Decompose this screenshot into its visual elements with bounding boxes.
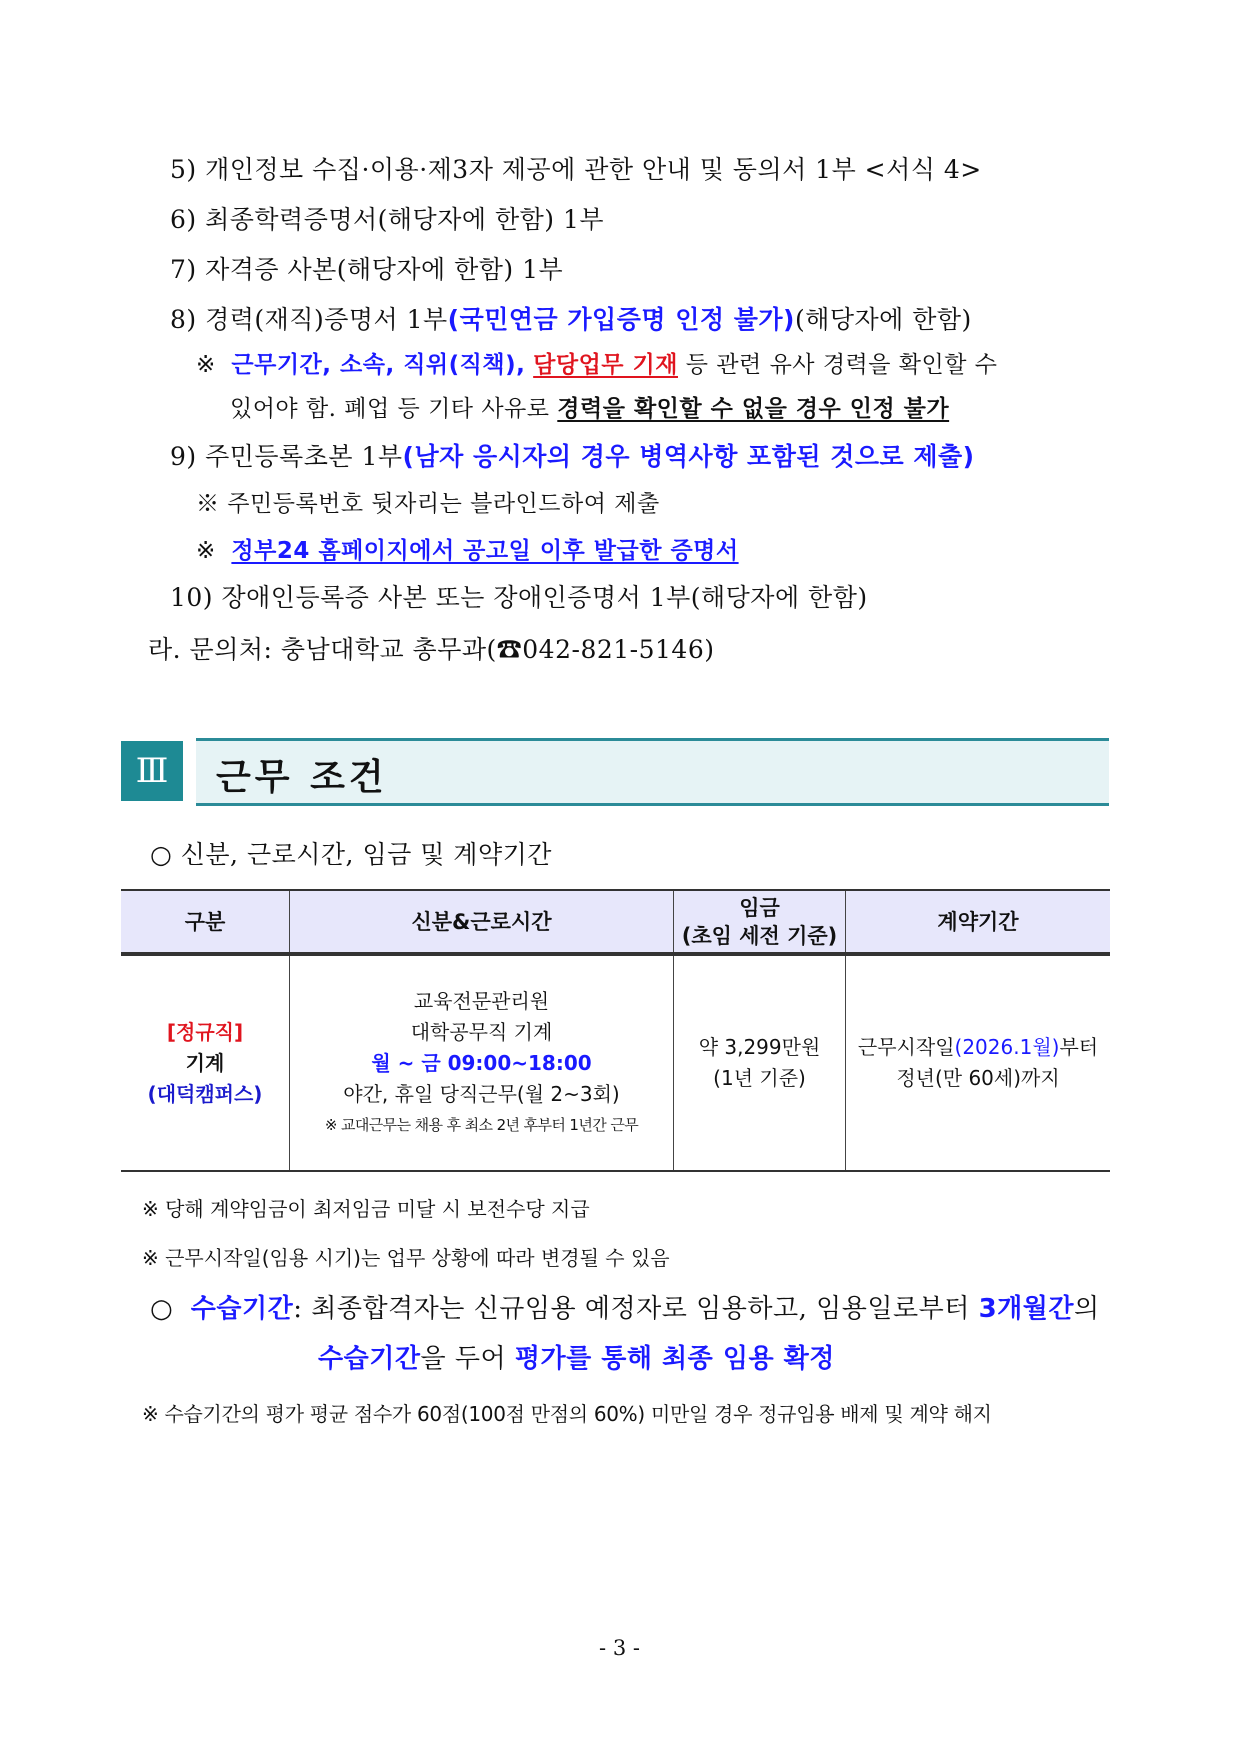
item-8-note-rest: 등 관련 유사 경력을 확인할 수 — [685, 352, 998, 378]
item-7: 7) 자격증 사본(해당자에 한함) 1부 — [170, 255, 564, 284]
contact-phone: 042-821-5146) — [522, 635, 715, 664]
wage-amount: 약 3,299만원 — [698, 1035, 821, 1059]
subheading: ○ 신분, 근로시간, 임금 및 계약기간 — [150, 840, 552, 869]
item-8-note-line2-text: 있어야 함. 폐업 등 기타 사유로 — [230, 396, 550, 422]
item-9-text: 9) 주민등록초본 1부 — [170, 442, 403, 471]
category-job: 기계 — [185, 1050, 225, 1075]
contact-line — [148, 630, 715, 666]
item-8-note — [196, 346, 997, 379]
phone-icon: ☎ — [496, 635, 523, 664]
section-title: 근무 조건 — [216, 757, 388, 798]
cell-contract — [846, 954, 1111, 1171]
status-position: 대학공무직 기계 — [410, 1019, 553, 1044]
probation-confirm: 평가를 통해 최종 임용 확정 — [514, 1344, 835, 1374]
header-wage-line2: (초임 세전 기준) — [681, 923, 838, 948]
section-number: Ⅲ — [121, 741, 183, 801]
header-category: 구분 — [121, 890, 290, 954]
contract-start-suffix: 부터 — [1059, 1035, 1099, 1059]
item-9 — [170, 437, 975, 473]
item-5: 5) 개인정보 수집·이용·제3자 제공에 관한 안내 및 동의서 1부 <서식 4> — [170, 155, 982, 184]
contract-start-text: 근무시작일 — [857, 1035, 955, 1059]
item-9-note-b — [196, 532, 739, 565]
category-type: [정규직] — [166, 1019, 244, 1044]
contract-start — [847, 1032, 1109, 1063]
item-8-note-line2-bold: 경력을 확인할 수 없을 경우 인정 불가 — [557, 396, 950, 422]
status-hours: 월 ~ 금 09:00~18:00 — [371, 1050, 592, 1075]
cell-category — [121, 954, 290, 1171]
item-8-note-fields: 근무기간, 소속, 직위(직책), — [231, 352, 526, 378]
item-8-note-line2 — [230, 390, 949, 423]
page-number: - 3 - — [599, 1636, 640, 1660]
probation-text-suffix: 의 — [1074, 1294, 1100, 1324]
header-contract: 계약기간 — [846, 890, 1111, 954]
item-6: 6) 최종학력증명서(해당자에 한함) 1부 — [170, 205, 605, 234]
item-8-suffix: (해당자에 한함) — [794, 305, 972, 334]
wage-basis: (1년 기준) — [713, 1066, 806, 1090]
header-wage — [674, 890, 846, 954]
contract-start-date: (2026.1월) — [954, 1035, 1060, 1059]
note-mark: ※ — [196, 352, 216, 378]
probation-months: 3개월간 — [978, 1294, 1075, 1324]
item-9-military-note: (남자 응시자의 경우 병역사항 포함된 것으로 제출) — [402, 442, 975, 471]
status-duty: 야간, 휴일 당직근무(월 2~3회) — [343, 1081, 620, 1106]
item-8-pension-note: (국민연금 가입증명 인정 불가) — [447, 305, 795, 334]
probation-bullet: ○ — [150, 1294, 174, 1324]
probation-term: 수습기간 — [190, 1294, 294, 1324]
contract-end: 정년(만 60세)까지 — [896, 1066, 1060, 1090]
header-wage-line1: 임금 — [739, 895, 780, 920]
probation-note: ※ 수습기간의 평가 평균 점수가 60점(100점 만점의 60%) 미만일 경우 정규임용 배제 및 계약 해지 — [142, 1402, 992, 1426]
table-header-row — [121, 890, 1110, 954]
category-campus: (대덕캠퍼스) — [147, 1081, 263, 1106]
note-start-date: ※ 근무시작일(임용 시기)는 업무 상황에 따라 변경될 수 있음 — [142, 1246, 670, 1270]
status-title: 교육전문관리원 — [413, 988, 550, 1013]
note-minimum-wage: ※ 당해 계약임금이 최저임금 미달 시 보전수당 지급 — [142, 1197, 590, 1221]
note-mark: ※ — [196, 538, 216, 564]
item-8-text: 8) 경력(재직)증명서 1부 — [170, 305, 448, 334]
item-9-note-b-blue: 정부24 홈페이지에서 공고일 이후 발급한 증명서 — [231, 538, 739, 564]
cell-wage — [674, 954, 846, 1171]
item-10: 10) 장애인등록증 사본 또는 장애인증명서 1부(해당자에 한함) — [170, 583, 868, 612]
item-8-note-duty: 담당업무 기재 — [533, 352, 678, 378]
probation-term-2: 수습기간 — [318, 1344, 421, 1374]
status-shift-note: ※ 교대근무는 채용 후 최소 2년 후부터 1년간 근무 — [324, 1115, 639, 1134]
probation-line1 — [150, 1288, 1100, 1325]
item-8 — [170, 300, 972, 336]
probation-text: : 최종합격자는 신규임용 예정자로 임용하고, 임용일로부터 — [293, 1294, 970, 1324]
cell-status-hours — [290, 954, 674, 1171]
probation-text-3: 을 두어 — [420, 1344, 507, 1374]
header-status-hours: 신분&근로시간 — [290, 890, 674, 954]
work-conditions-table — [121, 889, 1110, 1172]
contact-text: 라. 문의처: 충남대학교 총무과( — [148, 635, 497, 664]
item-9-note-a: ※ 주민등록번호 뒷자리는 블라인드하여 제출 — [196, 491, 660, 517]
table-row — [121, 954, 1110, 1171]
probation-line2 — [318, 1338, 835, 1375]
